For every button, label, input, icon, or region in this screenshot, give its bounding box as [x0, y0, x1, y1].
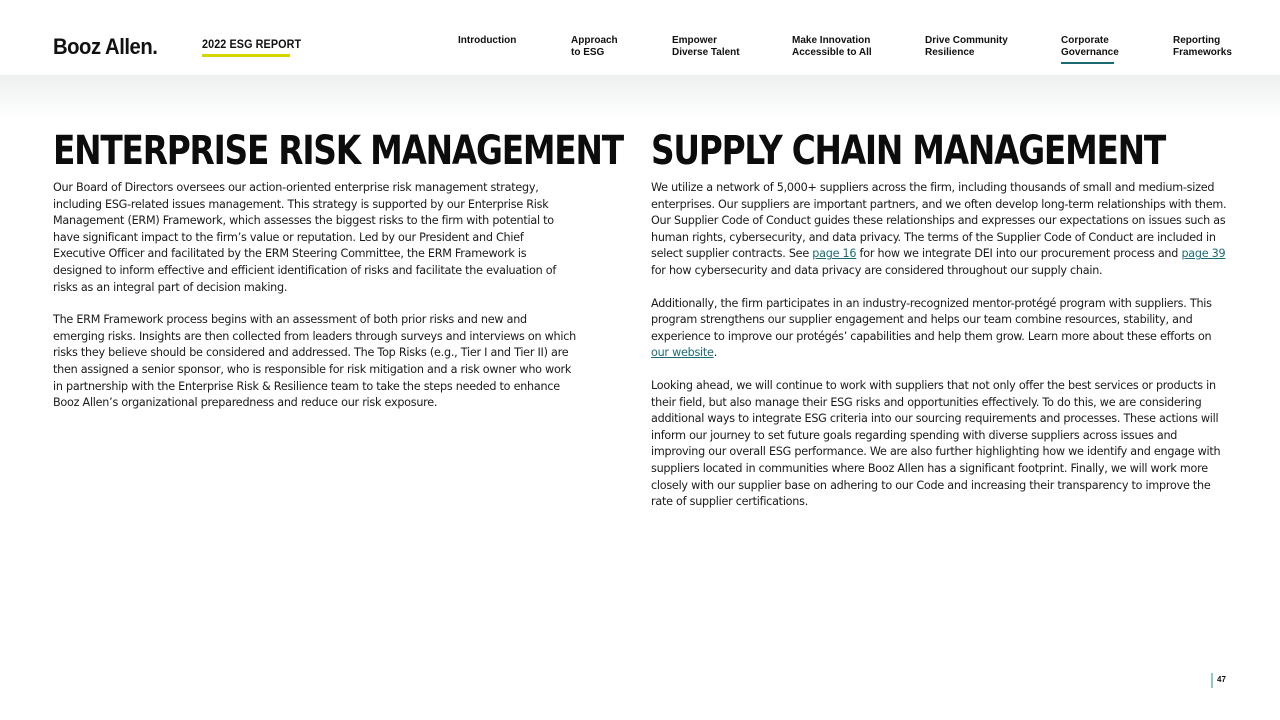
nav-label-line1: Reporting	[1173, 35, 1221, 46]
scm-p1-text-c: for how cybersecurity and data privacy are considered throughout our supply chain.	[651, 263, 1103, 277]
nav-label-line2: Accessible to All	[792, 47, 872, 58]
nav-label-line1: Make Innovation	[792, 35, 871, 46]
nav-introduction[interactable]	[458, 35, 516, 47]
nav-approach-to-esg[interactable]	[571, 35, 618, 59]
erm-section	[53, 128, 623, 428]
erm-paragraph-1: Our Board of Directors oversees our action-oriented enterprise risk management strategy, including ESG-related issues management. This strategy is supported by our Enterprise Risk Management (ERM) Framework, which assesses the biggest risks to the firm with potential to have significant impact to the firm’s value or reputation. Led by our President and Chief Executive Officer and facilitated by the ERM Steering Committee, the ERM Framework is designed to inform effective and efficient identification of risks and facilitate the evaluation of risks as an integral part of decision making.	[53, 181, 557, 294]
logo-dot: .	[152, 34, 158, 59]
scm-title: SUPPLY CHAIN MANAGEMENT	[651, 128, 1166, 174]
scm-p1-text-b: for how we integrate DEI into our procurement process and	[856, 247, 1182, 261]
nav-label-line2: Frameworks	[1173, 47, 1232, 58]
nav-label-line2: Resilience	[925, 47, 975, 58]
nav-active-indicator	[1061, 62, 1114, 64]
nav-corporate-governance[interactable]	[1061, 35, 1119, 59]
scm-section	[651, 128, 1231, 527]
page-number: 47	[1217, 675, 1226, 684]
our-website-link[interactable]: our website	[651, 346, 714, 360]
nav-make-innovation-accessible[interactable]	[792, 35, 872, 59]
nav-label: Introduction	[458, 35, 517, 46]
scm-p1-text-a: We utilize a network of 5,000+ suppliers across the firm, including thousands of small and medium-sized enterprises. Our suppliers are important partners, and we often develop long-term relationships with them. Our Supplier Code of Conduct guides these relationships and expresses our expectations on issues such as human rights, cybersecurity, and data privacy. The terms of the Supplier Code of Conduct are included in select supplier contracts. See	[651, 181, 1227, 261]
top-header	[0, 0, 1280, 75]
nav-reporting-frameworks[interactable]	[1173, 35, 1232, 59]
booz-allen-logo[interactable]	[53, 35, 157, 59]
nav-label-line2: Governance	[1061, 47, 1119, 58]
scm-p2-text-a: Additionally, the firm participates in an industry-recognized mentor-protégé program with suppliers. This program strengthens our supplier engagement and helps our team combine resources, stability, and experience to improve our protégés’ capabilities and help them grow. Learn more about these efforts on	[651, 296, 1212, 343]
scm-paragraph-3: Looking ahead, we will continue to work with suppliers that not only offer the best services or products in their field, but also manage their ESG risks and opportunities effectively. To do this, we are considering additional ways to integrate ESG criteria into our sourcing requirements and processes. These actions will inform our journey to set future goals regarding spending with diverse suppliers across issues and improving our overall ESG performance. We are also further highlighting how we identify and engage with suppliers located in communities where Booz Allen has a significant footprint. Finally, we will work more closely with our supplier base on adhering to our Code and increasing their transparency to improve the rate of supplier certifications.	[651, 378, 1221, 509]
nav-label-line2: to ESG	[571, 47, 605, 58]
nav-empower-diverse-talent[interactable]	[672, 35, 740, 59]
page-39-link[interactable]: page 39	[1181, 247, 1226, 261]
report-label[interactable]: 2022 ESG REPORT	[202, 37, 302, 51]
scm-paragraph-1	[651, 180, 1231, 280]
page-number-marker	[1211, 673, 1213, 688]
scm-paragraph-2	[651, 296, 1231, 362]
erm-title: ENTERPRISE RISK MANAGEMENT	[53, 128, 623, 174]
erm-paragraph-2: The ERM Framework process begins with an assessment of both prior risks and new and emerging risks. Insights are then collected from leaders through surveys and interviews on which risks they believe should be considered and addressed. The Top Risks (e.g., Tier I and Tier II) are then assigned a senior sponsor, who is responsible for risk mitigation and a risk owner who work in partnership with the Enterprise Risk & Resilience team to take the steps needed to enhance Booz Allen’s organizational preparedness and reduce our risk exposure.	[53, 313, 576, 410]
page-16-link[interactable]: page 16	[812, 247, 857, 261]
nav-label-line1: Drive Community	[925, 35, 1008, 46]
logo-text: Booz Allen	[53, 34, 153, 59]
header-shadow	[0, 75, 1280, 120]
report-label-underline	[202, 54, 290, 57]
nav-label-line1: Approach	[571, 35, 618, 46]
nav-label-line1: Empower	[672, 35, 718, 46]
nav-drive-community-resilience[interactable]	[925, 35, 1008, 59]
scm-p2-text-b: .	[713, 346, 717, 360]
nav-label-line1: Corporate	[1061, 35, 1109, 46]
nav-label-line2: Diverse Talent	[672, 47, 740, 58]
